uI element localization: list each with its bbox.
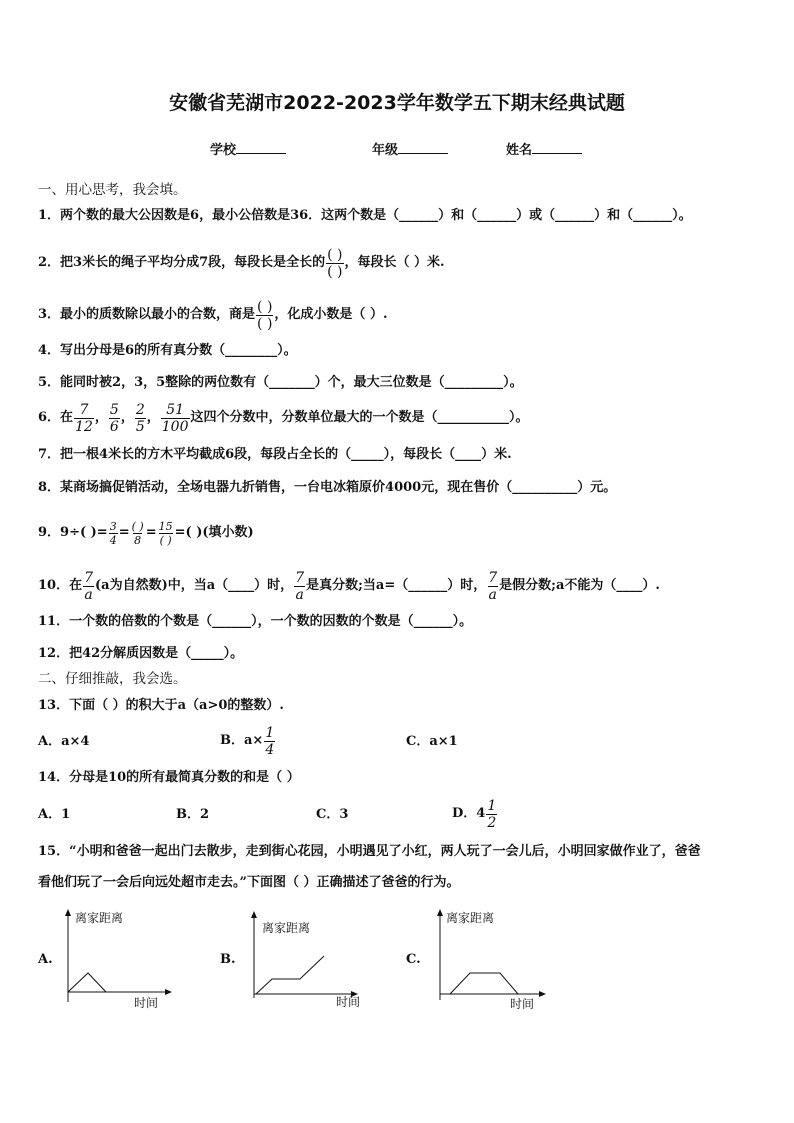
q3-fraction-den: ( ): [257, 315, 273, 332]
question-5: 5．能同时被2，3，5整除的两位数有（_______）个，最大三位数是（_________）。: [38, 375, 523, 390]
q6-fraction-4-num: 51: [166, 401, 185, 418]
q15-graph-a: [58, 906, 178, 1010]
question-12: 12．把42分解质因数是（_____）。: [38, 646, 244, 661]
q10-fraction-2-den: a: [295, 586, 304, 603]
q14-option-d-fraction: [486, 799, 497, 830]
q13-option-b-text: B．a×: [220, 733, 264, 748]
q15-graph-a-line: [68, 973, 106, 992]
q2-fraction: [326, 248, 343, 279]
q6-sep-3: ，: [146, 410, 160, 425]
grade-label: 年级: [372, 143, 399, 158]
q10-fraction-2: [294, 571, 305, 602]
question-7: 7．把一根4米长的方木平均截成6段，每段占全长的（_____），每段长（____）米.: [38, 447, 512, 462]
q13-option-a: A．a×4: [38, 734, 90, 749]
q13-option-c: C．a×1: [406, 734, 458, 749]
q15-option-a-label: A.: [38, 952, 53, 967]
q14-option-d-text: D．4: [452, 806, 486, 821]
question-13: 13．下面（ ）的积大于a（a>0的整数）.: [38, 698, 284, 713]
q9-text-end: =( )(填小数): [174, 525, 254, 540]
question-4: 4．写出分母是6的所有真分数（________）。: [38, 343, 297, 358]
q15-graph-b-ylabel: 离家距离: [262, 921, 311, 935]
question-15-line-1: 15．“小明和爸爸一起出门去散步，走到街心花园，小明遇见了小红，两人玩了一会儿后，小明回家做作业了，爸爸: [38, 844, 701, 859]
q15-option-b-label: B.: [220, 952, 236, 967]
page-title: 安徽省芜湖市2022-2023学年数学五下期末经典试题: [169, 92, 625, 114]
q6-fraction-2: [109, 403, 120, 434]
school-label: 学校: [210, 143, 237, 158]
q15-graph-c-x-arrow: [539, 991, 546, 997]
question-11: 11．一个数的倍数的个数是（______），一个数的因数的个数是（______）。: [38, 614, 473, 629]
school-field: [210, 141, 286, 160]
q14-option-d-num: 1: [487, 797, 497, 814]
q9-fraction-2-num: ( ): [131, 519, 144, 533]
q15-graph-b-y-arrow: [251, 911, 257, 918]
q10-fraction-3-den: a: [488, 586, 497, 603]
q15-option-c-label: C.: [406, 952, 421, 967]
q6-fraction-1-den: 12: [75, 418, 93, 435]
name-label: 姓名: [506, 143, 533, 158]
name-field: [506, 141, 582, 160]
q9-equals-1: =: [118, 525, 130, 540]
q15-graph-c-line: [450, 973, 518, 994]
q13-option-b-num: 1: [265, 724, 275, 741]
q2-text-end: ，每段长（ ）米.: [344, 255, 445, 270]
q6-sep-2: ，: [120, 410, 134, 425]
question-2: [38, 244, 445, 282]
question-6: [38, 399, 529, 437]
q6-fraction-3-den: 5: [135, 418, 145, 435]
q15-graph-a-ylabel: 离家距离: [75, 911, 124, 925]
q10-fraction-1-num: 7: [84, 569, 94, 586]
q6-fraction-4: [161, 403, 190, 434]
q10-text: 10．在: [38, 578, 83, 593]
q13-option-b: [220, 722, 276, 760]
section-heading-1: 一、用心思考，我会填。: [38, 182, 187, 198]
q3-fraction: [256, 300, 273, 331]
q14-option-a: A．1: [38, 807, 71, 822]
question-8: 8．某商场搞促销活动，全场电器九折销售，一台电冰箱原价4000元，现在售价（__________）元。: [38, 480, 617, 495]
q15-graph-c: [432, 906, 556, 1010]
q2-fraction-den: ( ): [327, 263, 343, 280]
q14-option-d-den: 2: [487, 814, 497, 831]
question-3: [38, 296, 387, 334]
q9-fraction-2: [131, 521, 145, 546]
q10-fraction-1: [83, 571, 94, 602]
q9-equals-2: =: [145, 525, 157, 540]
q15-graph-b-line: [256, 956, 324, 994]
q6-fraction-3: [135, 403, 146, 434]
section-heading-2: 二、仔细推敲，我会选。: [38, 671, 187, 687]
q10-fraction-2-num: 7: [295, 569, 305, 586]
q10-fraction-3-num: 7: [488, 569, 498, 586]
q3-fraction-num: ( ): [257, 298, 273, 315]
question-14: 14．分母是10的所有最简真分数的和是（ ）: [38, 770, 300, 785]
q6-fraction-2-num: 5: [109, 401, 119, 418]
q6-fraction-1-num: 7: [79, 401, 89, 418]
q15-graph-c-ylabel: 离家距离: [446, 911, 495, 925]
q9-fraction-3-num: 15: [158, 519, 173, 533]
q3-text-end: ，化成小数是（ ）.: [274, 307, 388, 322]
q9-fraction-2-den: 8: [134, 533, 142, 547]
q10-text-2: (a为自然数)中，当a（____）时，: [95, 578, 294, 593]
q9-fraction-1-num: 3: [109, 519, 117, 533]
q6-sep-1: ，: [94, 410, 108, 425]
q13-option-b-fraction: [264, 726, 275, 757]
q10-fraction-3: [487, 571, 498, 602]
q6-fraction-4-den: 100: [161, 418, 189, 435]
q9-fraction-1-den: 4: [109, 533, 117, 547]
q14-option-b: B．2: [176, 807, 210, 822]
q14-option-c: C．3: [316, 807, 349, 822]
q6-fraction-3-num: 2: [135, 401, 145, 418]
q6-fraction-1: [74, 403, 94, 434]
question-1: 1．两个数的最大公因数是6，最小公倍数是36．这两个数是（______）和（______）或（______）和（______）。: [38, 208, 692, 223]
question-10: [38, 568, 660, 604]
q2-text: 2．把3米长的绳子平均分成7段，每段长是全长的: [38, 255, 326, 270]
q10-text-4: 是假分数;a不能为（____）.: [499, 578, 660, 593]
question-9: [38, 516, 254, 550]
q9-text: 9．9÷( )=: [38, 525, 108, 540]
q6-text-end: 这四个分数中，分数单位最大的一个数是（___________）。: [190, 410, 529, 425]
grade-field: [372, 141, 448, 160]
q9-fraction-3-den: ( ): [159, 533, 172, 547]
q2-fraction-num: ( ): [327, 246, 343, 263]
q3-text: 3．最小的质数除以最小的合数，商是: [38, 307, 256, 322]
q15-graph-b: [248, 910, 368, 1010]
q15-graph-a-xlabel: 时间: [134, 996, 159, 1010]
q10-text-3: 是真分数;当a=（______）时，: [306, 578, 487, 593]
q9-fraction-1: [109, 521, 118, 546]
q15-graph-b-xlabel: 时间: [336, 995, 361, 1009]
q14-option-d: [452, 795, 498, 833]
q15-graph-a-y-arrow: [65, 909, 71, 916]
q9-fraction-3: [158, 521, 174, 546]
q15-graph-c-y-arrow: [437, 909, 443, 916]
q6-fraction-2-den: 6: [109, 418, 119, 435]
q10-fraction-1-den: a: [84, 586, 93, 603]
q13-option-b-den: 4: [265, 741, 275, 758]
q6-text: 6．在: [38, 410, 74, 425]
q15-graph-a-x-arrow: [165, 989, 172, 995]
q15-graph-c-xlabel: 时间: [510, 997, 535, 1010]
question-15-line-2: 看他们玩了一会后向远处超市走去。”下面图（ ）正确描述了爸爸的行为。: [38, 875, 460, 890]
